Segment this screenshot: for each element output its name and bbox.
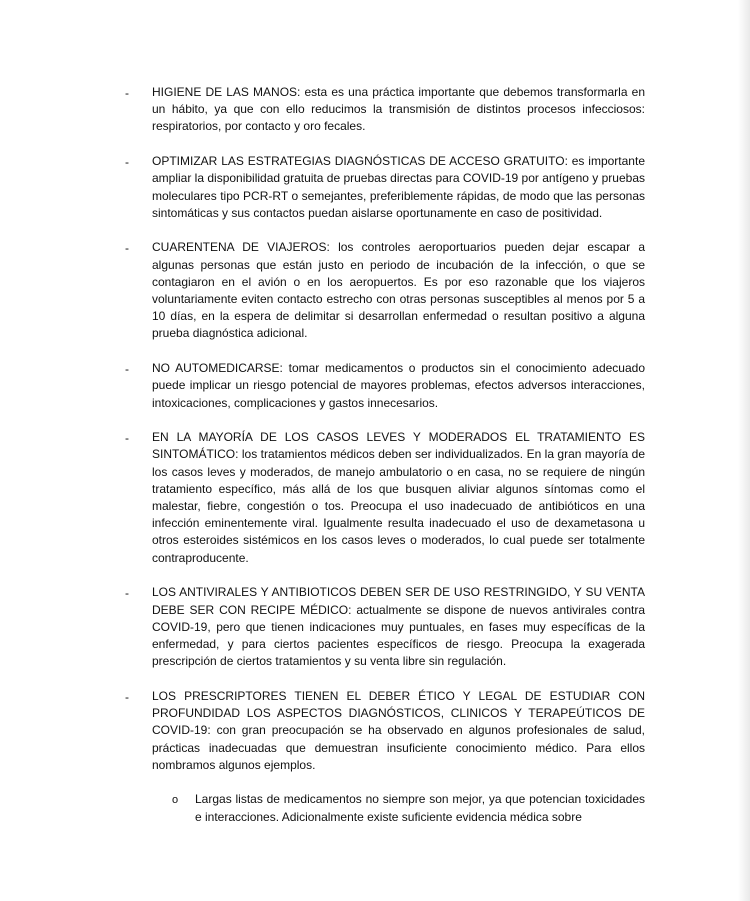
bullet-circle-icon: o: [172, 794, 179, 807]
list-item-text: NO AUTOMEDICARSE: tomar medicamentos o productos sin el conocimiento adecuado puede implicar un riesgo potencial de mayores problemas, efectos adversos interacciones, intoxicaciones, complicaciones y gastos innecesarios.: [152, 361, 645, 410]
list-item-text: LOS ANTIVIRALES Y ANTIBIOTICOS DEBEN SER DE USO RESTRINGIDO, Y SU VENTA DEBE SER CON RECIPE MÉDICO: actualmente se dispone de nuevos antivirales contra COVID-19, pero que tienen indicaciones muy puntuales, en fases muy específicas de la enfermedad, y para ciertos pacientes específicos de riesgo. Preocupa la exagerada prescripción de ciertos tratamientos y su venta libre sin regulación.: [152, 585, 645, 669]
bullet-dash: -: [125, 241, 129, 256]
bullet-dash: -: [125, 431, 129, 446]
list-item: [125, 153, 645, 222]
list-item: [125, 584, 645, 670]
bullet-dash: -: [125, 362, 129, 377]
list-item-text: EN LA MAYORÍA DE LOS CASOS LEVES Y MODERADOS EL TRATAMIENTO ES SINTOMÁTICO: los tratamientos médicos deben ser individualizados. En la gran mayoría de los casos leves y moderados, de manejo ambulatorio o en casa, no se requiere de ningún tratamiento específico, más allá de los que busquen aliviar algunos síntomas como el malestar, fiebre, congestión o tos. Preocupa el uso inadecuado de antibióticos en una infección eminentemente viral. Igualmente resulta inadecuado el uso de dexametasona u otros esteroides sistémicos en los casos leves o moderados, lo cual puede ser totalmente contraproducente.: [152, 430, 645, 565]
list-item: [125, 360, 645, 412]
list-item-text: OPTIMIZAR LAS ESTRATEGIAS DIAGNÓSTICAS DE ACCESO GRATUITO: es importante ampliar la disponibilidad gratuita de pruebas directas para COVID-19 por antígeno y pruebas moleculares tipo PCR-RT o semejantes, preferiblemente rápidas, de modo que las personas sintomáticas y sus contactos puedan aislarse oportunamente en caso de positividad.: [152, 154, 645, 220]
sub-list-item-text: Largas listas de medicamentos no siempre son mejor, ya que potencian toxicidades e interacciones. Adicionalmente existe suficiente evidencia médica sobre: [195, 792, 645, 824]
list-item: [125, 84, 645, 136]
bullet-dash: -: [125, 86, 129, 100]
list-item: [125, 688, 645, 774]
list-item: [125, 239, 645, 342]
sub-list-item: [125, 791, 645, 825]
list-item-text: LOS PRESCRIPTORES TIENEN EL DEBER ÉTICO Y LEGAL DE ESTUDIAR CON PROFUNDIDAD LOS ASPECTOS DIAGNÓSTICOS, CLINICOS Y TERAPEÚTICOS DE COVID-19: con gran preocupación se ha observado en algunos profesionales de salud, prácticas inadecuadas que demuestran insuficiente conocimiento médico. Para ellos nombramos algunos ejemplos.: [152, 688, 645, 772]
page-edge-shadow: [738, 0, 750, 901]
document-body: [125, 84, 645, 826]
list-item-text: HIGIENE DE LAS MANOS: esta es una práctica importante que debemos transformarla en un hábito, ya que con ello reducimos la transmisión de distintos procesos infecciosos: respiratorios, por contacto y oro fecales.: [152, 85, 645, 134]
bullet-dash: -: [125, 155, 129, 170]
bullet-dash: -: [125, 586, 129, 601]
list-item-text: CUARENTENA DE VIAJEROS: los controles aeroportuarios pueden dejar escapar a algunas personas que están justo en periodo de incubación de la infección, o que se contagiaron en el avión o en los aeropuertos. Es por eso razonable que los viajeros voluntariamente eviten contacto estrecho con otras personas susceptibles al menos por 5 a 10 días, en la espera de delimitar si desarrollan enfermedad o resultan positivo a alguna prueba diagnóstica adicional.: [152, 240, 645, 341]
bullet-dash: -: [125, 689, 129, 704]
list-item: [125, 429, 645, 567]
